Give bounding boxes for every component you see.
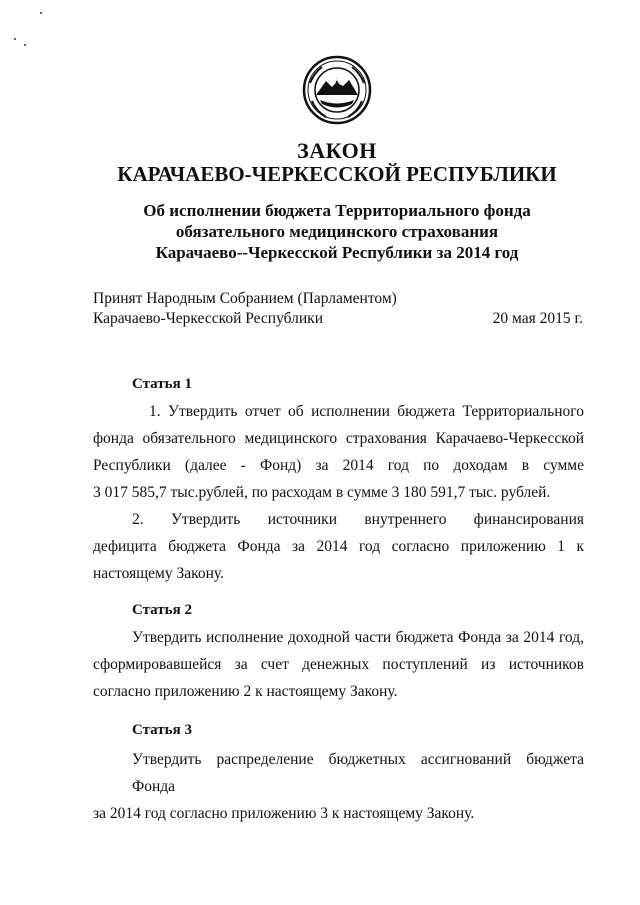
text-line: сформировавшейся за счет денежных поступлений из источников	[93, 656, 584, 673]
scan-speck	[24, 44, 26, 46]
law-subject-line: Об исполнении бюджета Территориального фонда	[143, 201, 531, 220]
text-line: 3 017 585,7 тыс.рублей, по расходам в сумме 3 180 591,7 тыс. рублей.	[93, 484, 551, 501]
text-line: 2. Утвердить источники внутреннего финансирования	[132, 511, 584, 528]
document-title: ЗАКОН	[297, 138, 377, 163]
text-line: фонда обязательного медицинского страхования Карачаево-Черкесской	[93, 430, 584, 447]
article-3-heading: Статья 3	[132, 722, 192, 738]
text-line: согласно приложению 2 к настоящему Закону.	[93, 683, 398, 700]
text-line: 1. Утвердить отчет об исполнении бюджета Территориального	[149, 403, 584, 420]
coat-of-arms-emblem-icon	[302, 55, 372, 125]
region-name: КАРАЧАЕВО-ЧЕРКЕССКОЙ РЕСПУБЛИКИ	[117, 162, 557, 186]
adoption-body: Принят Народным Собранием (Парламентом)	[93, 290, 397, 307]
adoption-date: 20 мая 2015 г.	[492, 310, 583, 327]
law-subject-line: Карачаево--Черкесской Республики за 2014 год	[155, 243, 519, 262]
text-line: Утвердить распределение бюджетных ассигнований бюджета Фонда	[132, 751, 584, 795]
law-subject-line: обязательного медицинского страхования	[175, 222, 499, 241]
article-2-heading: Статья 2	[132, 602, 192, 618]
article-3-paragraph	[93, 746, 584, 827]
scan-speck	[14, 38, 16, 40]
article-1-heading: Статья 1	[132, 376, 192, 392]
scan-speck	[40, 12, 42, 14]
text-line: Республики (далее - Фонд) за 2014 год по доходам в сумме	[93, 457, 584, 474]
article-2-paragraph	[93, 624, 584, 705]
law-subject	[60, 200, 614, 263]
text-line: Утвердить исполнение доходной части бюджета Фонда за 2014 год,	[132, 629, 584, 646]
text-line: дефицита бюджета Фонда за 2014 год согласно приложению 1 к	[93, 538, 584, 555]
article-1-paragraph-2	[93, 506, 584, 587]
article-1-paragraph-1	[93, 398, 584, 506]
text-line: за 2014 год согласно приложению 3 к настоящему Закону.	[93, 805, 475, 822]
adoption-block	[93, 289, 583, 329]
adoption-republic: Карачаево-Черкесской Республики	[93, 310, 323, 327]
text-line: настоящему Закону.	[93, 565, 224, 582]
